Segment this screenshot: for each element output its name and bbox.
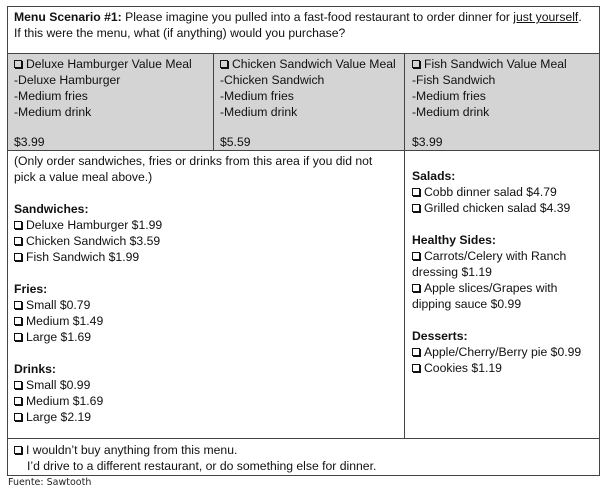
- dessert-label: Apple/Cherry/Berry pie $0.99: [424, 345, 582, 359]
- no-purchase-label: I wouldn’t buy anything from this menu.: [26, 443, 238, 457]
- ala-carte-note: pick a value meal above.): [14, 170, 153, 184]
- divider-col1: [213, 53, 214, 151]
- meal-chicken-item: -Chicken Sandwich: [220, 73, 325, 87]
- drinks-heading: Drinks:: [14, 362, 56, 376]
- checkbox-icon[interactable]: [14, 413, 22, 421]
- fries-label: Small $0.79: [26, 298, 91, 312]
- healthy-side-label: Carrots/Celery with Ranch: [424, 249, 567, 263]
- ala-carte-note: (Only order sandwiches, fries or drinks from this area if you did not: [14, 154, 373, 168]
- divider-intro: [7, 53, 600, 54]
- sandwich-option[interactable]: [14, 249, 139, 265]
- desserts-heading: Desserts:: [412, 329, 468, 343]
- checkbox-icon[interactable]: [14, 333, 22, 341]
- intro-period: .: [578, 10, 582, 24]
- drink-option[interactable]: [14, 377, 90, 393]
- drink-option[interactable]: [14, 409, 91, 425]
- drink-label: Large $2.19: [26, 410, 92, 424]
- meal-chicken-item: -Medium fries: [220, 89, 294, 103]
- intro-line-1: [14, 9, 582, 25]
- healthy-sides-heading: Healthy Sides:: [412, 233, 496, 247]
- checkbox-icon[interactable]: [14, 446, 22, 454]
- drink-label: Small $0.99: [26, 378, 91, 392]
- checkbox-icon[interactable]: [220, 60, 228, 68]
- no-purchase-label-cont: I’d drive to a different restaurant, or do something else for dinner.: [27, 459, 377, 473]
- checkbox-icon[interactable]: [412, 60, 420, 68]
- salad-label: Cobb dinner salad $4.79: [424, 185, 557, 199]
- dessert-label: Cookies $1.19: [424, 361, 502, 375]
- meal-chicken-option[interactable]: [220, 56, 396, 72]
- sandwich-label: Chicken Sandwich $3.59: [26, 234, 161, 248]
- sandwiches-heading: Sandwiches:: [14, 202, 89, 216]
- meal-deluxe-option[interactable]: [14, 56, 192, 72]
- fries-option[interactable]: [14, 297, 90, 313]
- meal-deluxe-item: -Medium fries: [14, 89, 88, 103]
- salads-heading: Salads:: [412, 169, 456, 183]
- fries-option[interactable]: [14, 329, 91, 345]
- intro-line-2: If this were the menu, what (if anything) would you purchase?: [14, 26, 346, 40]
- salad-label: Grilled chicken salad $4.39: [424, 201, 571, 215]
- checkbox-icon[interactable]: [412, 284, 420, 292]
- checkbox-icon[interactable]: [14, 237, 22, 245]
- meal-chicken-item: -Medium drink: [220, 105, 298, 119]
- checkbox-icon[interactable]: [14, 381, 22, 389]
- source-caption: Fuente: Sawtooth: [8, 477, 92, 488]
- meal-chicken-name: Chicken Sandwich Value Meal: [232, 57, 396, 71]
- meal-fish-name: Fish Sandwich Value Meal: [424, 57, 567, 71]
- fries-heading: Fries:: [14, 282, 48, 296]
- checkbox-icon[interactable]: [14, 60, 22, 68]
- sandwich-label: Deluxe Hamburger $1.99: [26, 218, 163, 232]
- checkbox-icon[interactable]: [14, 221, 22, 229]
- checkbox-icon[interactable]: [14, 317, 22, 325]
- healthy-side-option[interactable]: [412, 248, 566, 264]
- no-purchase-option[interactable]: [14, 442, 237, 458]
- meal-chicken-price: $5.59: [220, 135, 251, 149]
- drink-option[interactable]: [14, 393, 103, 409]
- divider-footer: [7, 438, 600, 439]
- dessert-option[interactable]: [412, 360, 502, 376]
- fries-label: Medium $1.49: [26, 314, 104, 328]
- checkbox-icon[interactable]: [412, 188, 420, 196]
- intro-text: Please imagine you pulled into a fast-food restaurant to order dinner for: [121, 10, 514, 24]
- meal-fish-option[interactable]: [412, 56, 567, 72]
- intro-underlined: just yourself: [513, 10, 579, 24]
- meal-deluxe-item: -Deluxe Hamburger: [14, 73, 121, 87]
- healthy-side-label-cont: dressing $1.19: [412, 265, 492, 279]
- checkbox-icon[interactable]: [412, 364, 420, 372]
- meal-fish-item: -Medium fries: [412, 89, 486, 103]
- divider-col2: [404, 53, 405, 439]
- meal-deluxe-price: $3.99: [14, 135, 45, 149]
- checkbox-icon[interactable]: [412, 348, 420, 356]
- meal-fish-item: -Fish Sandwich: [412, 73, 496, 87]
- healthy-side-option[interactable]: [412, 280, 557, 296]
- fries-option[interactable]: [14, 313, 103, 329]
- salad-option[interactable]: [412, 200, 570, 216]
- checkbox-icon[interactable]: [412, 204, 420, 212]
- salad-option[interactable]: [412, 184, 557, 200]
- sandwich-option[interactable]: [14, 233, 160, 249]
- meal-deluxe-item: -Medium drink: [14, 105, 92, 119]
- sandwich-option[interactable]: [14, 217, 162, 233]
- checkbox-icon[interactable]: [14, 253, 22, 261]
- sandwich-label: Fish Sandwich $1.99: [26, 250, 140, 264]
- meal-fish-item: -Medium drink: [412, 105, 490, 119]
- healthy-side-label-cont: dipping sauce $0.99: [412, 297, 522, 311]
- fries-label: Large $1.69: [26, 330, 92, 344]
- meal-deluxe-name: Deluxe Hamburger Value Meal: [26, 57, 192, 71]
- checkbox-icon[interactable]: [412, 252, 420, 260]
- dessert-option[interactable]: [412, 344, 581, 360]
- drink-label: Medium $1.69: [26, 394, 104, 408]
- checkbox-icon[interactable]: [14, 397, 22, 405]
- healthy-side-label: Apple slices/Grapes with: [424, 281, 558, 295]
- checkbox-icon[interactable]: [14, 301, 22, 309]
- divider-meals: [7, 150, 600, 151]
- meal-fish-price: $3.99: [412, 135, 443, 149]
- scenario-title: Menu Scenario #1:: [14, 10, 122, 24]
